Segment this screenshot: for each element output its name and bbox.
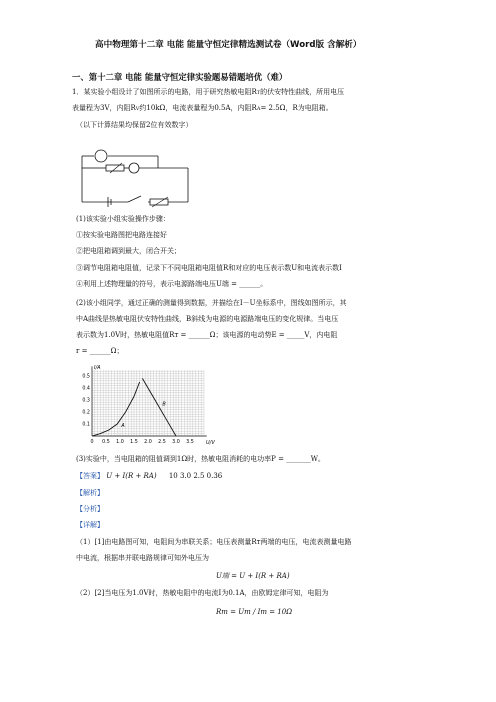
equation-2: Rт = Uт / Iт = 10Ω xyxy=(216,608,292,616)
answer-values: 10 3.0 2.5 0.36 xyxy=(168,472,223,480)
section-heading: 一、第十二章 电能 能量守恒定律实验题易错题培优（难） xyxy=(72,72,288,82)
series-label-a: A xyxy=(121,423,125,429)
q1-line2-b: 约10kΩ，电流表量程为0.5A，内阻R xyxy=(139,104,257,112)
x-axis-label: U/V xyxy=(206,440,215,446)
answer-formula: U + I(R + RA) xyxy=(106,472,157,480)
equation-1: U端 = U + I(R + RA) xyxy=(216,572,290,580)
part2-line4: r = ______Ω； xyxy=(76,347,124,355)
part2-line1: (2)该小组同学，通过正确的测量得到数据，并描绘在I－U坐标系中，图线如图所示，其 xyxy=(76,299,347,307)
x-tick-label: 1.5 xyxy=(130,440,138,445)
step-1: ①按实验电路图把电路连接好 xyxy=(76,231,167,239)
answer-label: 【答案】 xyxy=(76,472,104,480)
y-tick-label: 0.5 xyxy=(82,374,90,380)
x-tick-label: 0.5 xyxy=(102,440,110,445)
y-axis-label: I/A xyxy=(94,364,101,371)
circuit-diagram xyxy=(78,146,198,210)
detail-line1: （1）[1]由电路图可知，电阻间为串联关系；电压表测量Rт两端的电压，电流表测量电路 xyxy=(76,538,352,546)
page-title: 高中物理第十二章 电能 能量守恒定律精选测试卷（Word版 含解析） xyxy=(95,40,362,50)
detail-line2: 中电流，根据串并联电路规律可知外电压为 xyxy=(76,554,209,562)
tag-jiexi: 【解析】 xyxy=(76,489,104,497)
x-tick-label: 3.0 xyxy=(172,440,180,445)
x-tick-label: 3.5 xyxy=(186,440,194,445)
x-tick-label: 2.0 xyxy=(144,440,152,445)
part2-line2: 中A曲线是热敏电阻伏安特性曲线，B斜线为电源的电源路端电压的变化规律。当电压 xyxy=(76,315,339,323)
q1-note: （以下计算结果均保留2位有效数字） xyxy=(76,121,193,129)
step-4: ④利用上述物理量的符号，表示电源路端电压U端 = ______。 xyxy=(76,280,268,288)
steps-intro: (1)该实验小组实验操作步骤： xyxy=(76,215,170,223)
switch-icon xyxy=(128,196,141,202)
ammeter-icon xyxy=(129,163,139,173)
series-line-a xyxy=(92,382,140,436)
x-tick-label: 2.5 xyxy=(158,440,166,445)
y-tick-label: 0.3 xyxy=(82,398,90,404)
y-tick-label: 0.1 xyxy=(82,422,90,428)
step-2: ②把电阻箱调到最大，闭合开关； xyxy=(76,247,181,255)
x-tick-label: 1.0 xyxy=(116,440,124,445)
q1-line1: 1．某实验小组设计了如图所示的电路，用于研究热敏电阻R xyxy=(72,88,257,96)
step-3: ③调节电阻箱电阻值，记录下不同电阻箱电阻值R和对应的电压表示数U和电流表示数I xyxy=(76,264,342,272)
q1-line2-c: = 2.5Ω，R为电阻箱。 xyxy=(260,104,333,112)
tag-fenxi: 【分析】 xyxy=(76,505,104,513)
x-tick-label: 0 xyxy=(90,440,94,445)
y-tick-label: 0.4 xyxy=(82,386,90,392)
series-label-b: B xyxy=(162,401,166,408)
iu-chart xyxy=(74,360,224,450)
q1-line2: 表量程为3V，内阻R xyxy=(72,104,136,112)
thermistor-icon xyxy=(106,165,124,171)
part3-line1: (3)实验中，当电阻箱的阻值调到1Ω时，热敏电阻消耗的电功率P = _______W。 xyxy=(76,455,325,463)
resistance-box-icon xyxy=(150,199,168,205)
y-tick-label: 0.2 xyxy=(82,410,90,416)
tag-xiangjie: 【详解】 xyxy=(76,521,104,529)
q1-line1-b: 的伏安特性曲线，所用电压 xyxy=(260,88,345,96)
detail-line3: （2）[2]当电压为1.0V时，热敏电阻中的电流I为0.1A，由欧姆定律可知，电阻为 xyxy=(76,589,329,597)
part2-line3: 表示数为1.0V时，热敏电阻值Rт = ______Ω；该电源的电动势E = _____V，内电阻 xyxy=(76,331,338,339)
voltmeter-icon xyxy=(95,150,107,162)
